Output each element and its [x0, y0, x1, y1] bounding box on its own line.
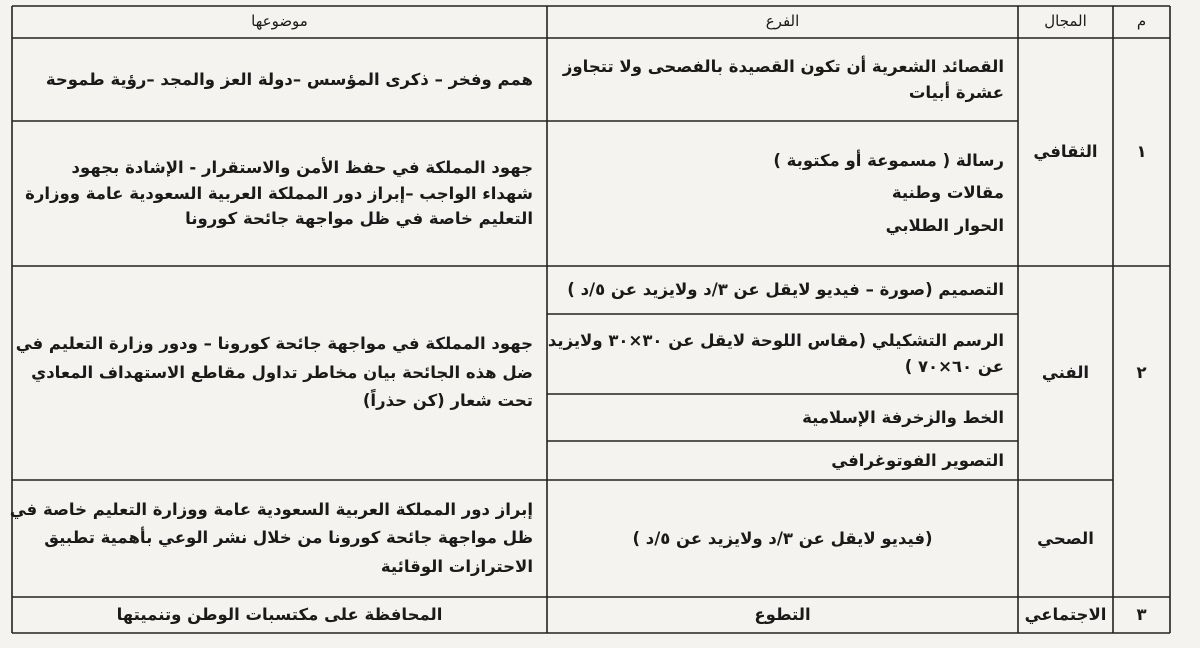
branch-line: عن ٦٠×٧٠ ): [904, 357, 1004, 376]
branch-line: عشرة أبيات: [908, 82, 1004, 102]
topic-line: تحت شعار (كن حذراً): [362, 391, 533, 411]
topic-line: جهود المملكة في مواجهة جائحة كورونا – ودور وزارة التعليم في: [15, 333, 533, 353]
branch-line: الحوار الطلابي: [885, 215, 1004, 235]
row1-topic-1: [12, 38, 547, 121]
branch-line: رسالة ( مسموعة أو مكتوبة ): [773, 151, 1004, 171]
row-health-field: الصحي: [1037, 528, 1094, 548]
branch-line: التصميم (صورة – فيديو لايقل عن ٣/د ولايزيد عن ٥/د ): [567, 280, 1004, 300]
row1-number: ١: [1136, 142, 1147, 162]
topic-line: التعليم خاصة في ظل مواجهة جائحة كورونا: [185, 209, 533, 229]
header-m: م: [1136, 12, 1147, 31]
topic-line: ظل مواجهة جائحة كورونا من خلال نشر الوعي بأهمية تطبيق: [44, 528, 533, 548]
topic-line: إبراز دور المملكة العربية السعودية عامة ووزارة التعليم خاصة في: [9, 500, 533, 520]
topic-line: شهداء الواجب –إبراز دور المملكة العربية السعودية عامة ووزارة: [25, 183, 533, 203]
row1-field: الثقافي: [1033, 142, 1098, 162]
row2-number: ٢: [1136, 363, 1147, 383]
row2-branch-calligraphy: [547, 394, 1018, 441]
row3-branch: [547, 597, 1018, 633]
topic-line: المحافظة على مكتسبات الوطن وتنميتها: [116, 605, 443, 625]
header-topics: موضوعها: [251, 12, 308, 31]
row-health-topic: [9, 480, 547, 597]
branch-line: الرسم التشكيلي (مقاس اللوحة لايقل عن ٣٠×٣٠ ولايزيد: [547, 331, 1004, 351]
row2-branch-photography: [547, 441, 1018, 480]
row2-field: الفني: [1041, 363, 1090, 383]
topic-line: همم وفخر – ذكرى المؤسس –دولة العز والمجد –رؤية طموحة: [45, 69, 533, 89]
branch-line: الخط والزخرفة الإسلامية: [802, 407, 1004, 427]
row1-branch-poetry: [547, 38, 1018, 121]
row2-topic: [12, 266, 547, 480]
row1-branch-writing: [547, 121, 1018, 266]
row-health-branch: [547, 480, 1018, 597]
row3-field: الاجتماعي: [1024, 605, 1107, 625]
branch-line: القصائد الشعرية أن تكون القصيدة بالفصحى ولا تتجاوز: [562, 56, 1004, 76]
row3-number: ٣: [1136, 605, 1147, 625]
row1-topic-2: [12, 121, 547, 266]
topic-line: ضل هذه الجائحة بيان مخاطر تداول مقاطع الاستهداف المعادي: [31, 362, 533, 382]
row2-branch-painting: [547, 314, 1018, 394]
topic-line: جهود المملكة في حفظ الأمن والاستقرار - الإشادة بجهود: [71, 158, 533, 178]
branch-line: (فيديو لايقل عن ٣/د ولايزيد عن ٥/د ): [632, 528, 933, 548]
branch-line: مقالات وطنية: [891, 183, 1004, 203]
branch-line: التطوع: [754, 605, 811, 625]
row2-branch-design: [547, 266, 1018, 314]
topic-line: الاحترازات الوقائية: [380, 556, 533, 576]
header-field: المجال: [1044, 12, 1087, 31]
branch-line: التصوير الفوتوغرافي: [831, 450, 1004, 470]
row3-topic: [12, 597, 547, 633]
header-branch: الفرع: [765, 12, 800, 31]
